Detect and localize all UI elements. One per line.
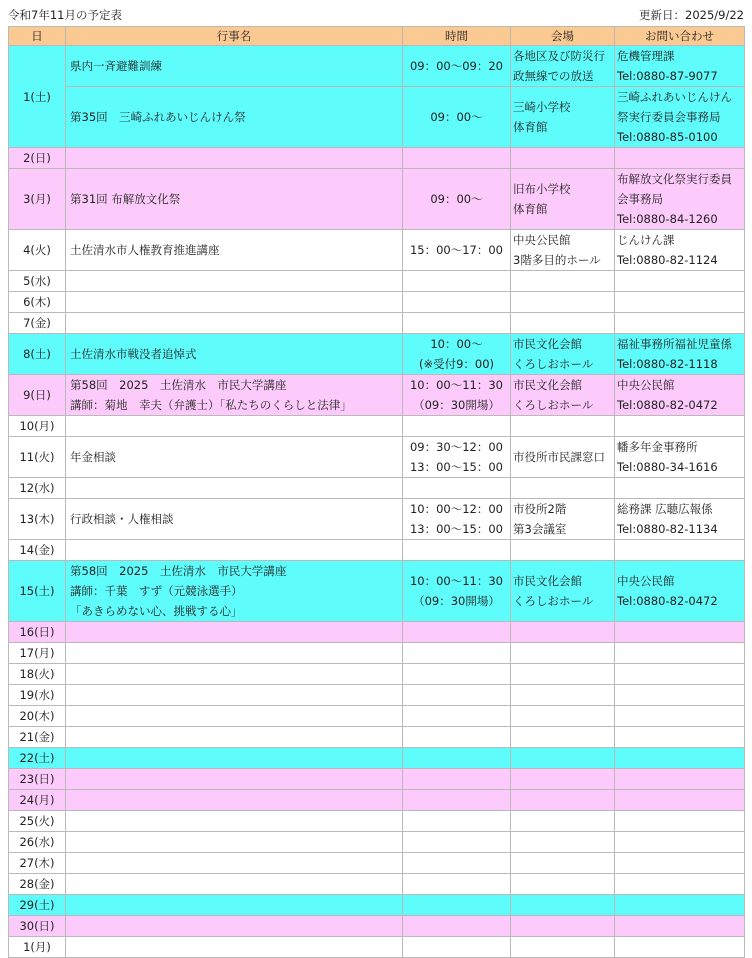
day-cell: 24(月) [9, 790, 66, 811]
day-cell: 30(日) [9, 916, 66, 937]
contact-cell [615, 811, 745, 832]
day-cell: 16(日) [9, 622, 66, 643]
event-name-cell [66, 334, 403, 375]
event-name-cell [66, 499, 403, 540]
contact-line: 三崎ふれあいじんけん [617, 90, 732, 104]
event-name-cell [66, 561, 403, 622]
day-cell: 29(土) [9, 895, 66, 916]
contact-line: 中央公民館 [617, 378, 675, 392]
contact-cell [615, 727, 745, 748]
event-name-cell [66, 292, 403, 313]
venue-cell [511, 874, 615, 895]
table-row [9, 832, 745, 853]
event-name-cell [66, 230, 403, 271]
venue-line: 第3会議室 [513, 522, 567, 536]
day-cell: 19(水) [9, 685, 66, 706]
table-row [9, 706, 745, 727]
column-header-day: 日 [9, 27, 66, 46]
time-line: 09：00～ [430, 192, 483, 206]
contact-cell [615, 685, 745, 706]
contact-cell [615, 169, 745, 230]
venue-cell [511, 706, 615, 727]
contact-cell [615, 540, 745, 561]
contact-cell [615, 499, 745, 540]
contact-cell [615, 271, 745, 292]
contact-cell [615, 292, 745, 313]
venue-cell [511, 811, 615, 832]
day-cell: 8(土) [9, 334, 66, 375]
table-row [9, 499, 745, 540]
table-row [9, 375, 745, 416]
time-cell [403, 643, 511, 664]
column-header-event: 行事名 [66, 27, 403, 46]
table-row [9, 622, 745, 643]
event-name-cell [66, 148, 403, 169]
table-header-row [9, 27, 745, 46]
venue-cell [511, 271, 615, 292]
venue-line: 3階多目的ホール [513, 253, 601, 267]
event-name-cell [66, 46, 403, 87]
event-name-cell [66, 937, 403, 958]
event-name-cell [66, 916, 403, 937]
table-row [9, 664, 745, 685]
event-name-cell [66, 540, 403, 561]
time-line: 10：00～11：30 [409, 378, 504, 392]
contact-cell [615, 643, 745, 664]
contact-cell [615, 46, 745, 87]
table-row [9, 46, 745, 87]
contact-line: 祭実行委員会事務局 [617, 110, 721, 124]
venue-cell [511, 937, 615, 958]
venue-cell [511, 334, 615, 375]
event-name-line: 第58回 2025 土佐清水 市民大学講座 [70, 378, 287, 392]
time-cell [403, 853, 511, 874]
contact-line: 総務課 広聴広報係 [617, 502, 713, 516]
venue-line: 各地区及び防災行 [513, 49, 605, 63]
event-name-line: 第58回 2025 土佐清水 市民大学講座 [70, 564, 287, 578]
event-name-cell [66, 895, 403, 916]
event-name-cell [66, 622, 403, 643]
venue-cell [511, 499, 615, 540]
venue-line: 市民文化会館 [513, 378, 582, 392]
time-line: 09：00～ [430, 110, 483, 124]
contact-cell [615, 313, 745, 334]
venue-line: 旧布小学校 [513, 182, 571, 196]
contact-cell [615, 895, 745, 916]
venue-cell [511, 46, 615, 87]
time-cell [403, 769, 511, 790]
venue-cell [511, 790, 615, 811]
day-cell: 25(火) [9, 811, 66, 832]
event-name-line: 行政相談・人権相談 [70, 512, 174, 526]
event-name-cell [66, 874, 403, 895]
time-line: 10：00～ [430, 337, 483, 351]
contact-line: Tel:0880-85-0100 [617, 130, 718, 144]
venue-cell [511, 916, 615, 937]
contact-line: 布解放文化祭実行委員 [617, 172, 732, 186]
table-row [9, 540, 745, 561]
day-cell: 22(土) [9, 748, 66, 769]
event-name-cell [66, 87, 403, 148]
venue-cell [511, 727, 615, 748]
event-name-cell [66, 811, 403, 832]
venue-cell [511, 622, 615, 643]
schedule-body [9, 46, 745, 958]
table-row [9, 811, 745, 832]
day-cell: 15(土) [9, 561, 66, 622]
venue-cell [511, 148, 615, 169]
event-name-line: 講師：菊地 幸夫（弁護士）「私たちのくらしと法律」 [70, 398, 352, 412]
venue-cell [511, 230, 615, 271]
day-cell: 21(金) [9, 727, 66, 748]
day-cell: 23(日) [9, 769, 66, 790]
day-cell: 6(木) [9, 292, 66, 313]
table-row [9, 87, 745, 148]
venue-cell [511, 87, 615, 148]
venue-line: 市民文化会館 [513, 574, 582, 588]
contact-cell [615, 937, 745, 958]
venue-line: 市役所2階 [513, 502, 567, 516]
table-row [9, 561, 745, 622]
event-name-line: 第31回 布解放文化祭 [70, 192, 181, 206]
contact-cell [615, 416, 745, 437]
day-cell: 2(日) [9, 148, 66, 169]
time-cell [403, 916, 511, 937]
day-cell: 20(木) [9, 706, 66, 727]
time-cell [403, 499, 511, 540]
event-name-cell [66, 748, 403, 769]
event-name-cell [66, 416, 403, 437]
venue-cell [511, 313, 615, 334]
day-cell: 5(水) [9, 271, 66, 292]
venue-line: くろしおホール [513, 398, 594, 412]
time-line: 09：30～12：00 [409, 440, 504, 454]
venue-cell [511, 769, 615, 790]
time-cell [403, 334, 511, 375]
venue-cell [511, 748, 615, 769]
event-name-cell [66, 832, 403, 853]
contact-line: Tel:0880-82-1118 [617, 357, 718, 371]
event-name-cell [66, 727, 403, 748]
table-row [9, 416, 745, 437]
contact-cell [615, 230, 745, 271]
venue-cell [511, 416, 615, 437]
day-cell: 13(木) [9, 499, 66, 540]
venue-line: 三崎小学校 [513, 100, 571, 114]
venue-line: 体育館 [513, 202, 548, 216]
venue-cell [511, 540, 615, 561]
table-row [9, 916, 745, 937]
column-header-venue: 会場 [511, 27, 615, 46]
time-cell [403, 478, 511, 499]
venue-cell [511, 685, 615, 706]
time-cell [403, 706, 511, 727]
contact-line: Tel:0880-82-0472 [617, 594, 718, 608]
venue-cell [511, 853, 615, 874]
column-header-time: 時間 [403, 27, 511, 46]
time-cell [403, 416, 511, 437]
contact-line: じんけん課 [617, 233, 675, 247]
table-row [9, 313, 745, 334]
time-cell [403, 895, 511, 916]
table-row [9, 685, 745, 706]
time-cell [403, 685, 511, 706]
venue-cell [511, 169, 615, 230]
venue-line: 市役所市民課窓口 [513, 450, 605, 464]
event-name-cell [66, 769, 403, 790]
venue-line: 中央公民館 [513, 233, 571, 247]
time-line: 15：00～17：00 [409, 243, 504, 257]
time-line: （09：30開場） [413, 594, 500, 608]
day-cell: 1(土) [9, 46, 66, 148]
table-row [9, 853, 745, 874]
day-cell: 12(水) [9, 478, 66, 499]
contact-cell [615, 706, 745, 727]
contact-cell [615, 664, 745, 685]
time-line: 09：00～09：20 [409, 59, 504, 73]
table-row [9, 148, 745, 169]
event-name-cell [66, 271, 403, 292]
event-name-line: 「あきらめない心、挑戦する心」 [70, 604, 243, 618]
contact-line: 福祉事務所福祉児童係 [617, 337, 732, 351]
day-cell: 3(月) [9, 169, 66, 230]
time-cell [403, 375, 511, 416]
page-title: 令和7年11月の予定表 [8, 8, 122, 22]
table-row [9, 790, 745, 811]
time-cell [403, 832, 511, 853]
contact-cell [615, 561, 745, 622]
table-row [9, 271, 745, 292]
time-cell [403, 874, 511, 895]
time-cell [403, 664, 511, 685]
day-cell: 4(火) [9, 230, 66, 271]
day-cell: 7(金) [9, 313, 66, 334]
contact-line: Tel:0880-84-1260 [617, 212, 718, 226]
event-name-cell [66, 685, 403, 706]
event-name-line: 年金相談 [70, 450, 116, 464]
event-name-line: 講師：千葉 すず（元競泳選手） [70, 584, 243, 598]
table-row [9, 169, 745, 230]
event-name-cell [66, 853, 403, 874]
column-header-contact: お問い合わせ [615, 27, 745, 46]
time-cell [403, 169, 511, 230]
contact-cell [615, 853, 745, 874]
day-cell: 11(火) [9, 437, 66, 478]
day-cell: 14(金) [9, 540, 66, 561]
venue-cell [511, 895, 615, 916]
time-cell [403, 271, 511, 292]
time-line: 10：00～11：30 [409, 574, 504, 588]
day-cell: 1(月) [9, 937, 66, 958]
contact-cell [615, 375, 745, 416]
venue-line: くろしおホール [513, 357, 594, 371]
contact-cell [615, 334, 745, 375]
table-row [9, 334, 745, 375]
time-cell [403, 790, 511, 811]
contact-line: Tel:0880-82-1124 [617, 253, 718, 267]
time-cell [403, 230, 511, 271]
day-cell: 28(金) [9, 874, 66, 895]
event-name-line: 第35回 三崎ふれあいじんけん祭 [70, 110, 246, 124]
table-row [9, 748, 745, 769]
page-header [8, 6, 744, 24]
time-line: 13：00～15：00 [409, 522, 504, 536]
table-row [9, 769, 745, 790]
table-row [9, 478, 745, 499]
time-cell [403, 727, 511, 748]
event-name-cell [66, 169, 403, 230]
contact-line: 危機管理課 [617, 49, 675, 63]
event-name-cell [66, 437, 403, 478]
contact-cell [615, 148, 745, 169]
venue-cell [511, 375, 615, 416]
venue-line: くろしおホール [513, 594, 594, 608]
contact-line: Tel:0880-34-1616 [617, 460, 718, 474]
venue-cell [511, 292, 615, 313]
table-row [9, 437, 745, 478]
day-cell: 17(月) [9, 643, 66, 664]
contact-cell [615, 748, 745, 769]
time-cell [403, 292, 511, 313]
day-cell: 9(日) [9, 375, 66, 416]
time-cell [403, 148, 511, 169]
event-name-cell [66, 375, 403, 416]
time-line: 10：00～12：00 [409, 502, 504, 516]
venue-line: 体育館 [513, 120, 548, 134]
time-cell [403, 561, 511, 622]
event-name-line: 県内一斉避難訓練 [70, 59, 162, 73]
venue-line: 市民文化会館 [513, 337, 582, 351]
contact-cell [615, 622, 745, 643]
table-row [9, 727, 745, 748]
contact-cell [615, 832, 745, 853]
contact-line: Tel:0880-82-1134 [617, 522, 718, 536]
day-cell: 26(水) [9, 832, 66, 853]
time-line: （09：30開場） [413, 398, 500, 412]
event-name-line: 土佐清水市人権教育推進講座 [70, 243, 220, 257]
contact-line: Tel:0880-87-9077 [617, 69, 718, 83]
table-row [9, 895, 745, 916]
venue-cell [511, 664, 615, 685]
day-cell: 27(木) [9, 853, 66, 874]
event-name-cell [66, 706, 403, 727]
day-cell: 18(火) [9, 664, 66, 685]
time-cell [403, 937, 511, 958]
contact-cell [615, 437, 745, 478]
venue-cell [511, 643, 615, 664]
time-cell [403, 540, 511, 561]
contact-cell [615, 790, 745, 811]
venue-cell [511, 561, 615, 622]
time-cell [403, 313, 511, 334]
contact-line: 会事務局 [617, 192, 663, 206]
contact-cell [615, 874, 745, 895]
contact-cell [615, 87, 745, 148]
contact-cell [615, 478, 745, 499]
venue-line: 政無線での放送 [513, 69, 594, 83]
time-line: (※受付9：00) [418, 357, 495, 371]
time-cell [403, 46, 511, 87]
contact-line: Tel:0880-82-0472 [617, 398, 718, 412]
contact-cell [615, 769, 745, 790]
venue-cell [511, 478, 615, 499]
table-row [9, 643, 745, 664]
event-name-cell [66, 313, 403, 334]
venue-cell [511, 832, 615, 853]
venue-cell [511, 437, 615, 478]
table-row [9, 937, 745, 958]
time-cell [403, 622, 511, 643]
contact-cell [615, 916, 745, 937]
event-name-cell [66, 478, 403, 499]
time-cell [403, 437, 511, 478]
time-cell [403, 811, 511, 832]
schedule-table [8, 26, 745, 958]
event-name-cell [66, 643, 403, 664]
contact-line: 中央公民館 [617, 574, 675, 588]
table-row [9, 292, 745, 313]
table-row [9, 874, 745, 895]
day-cell: 10(月) [9, 416, 66, 437]
table-row [9, 230, 745, 271]
event-name-cell [66, 790, 403, 811]
event-name-cell [66, 664, 403, 685]
time-line: 13：00～15：00 [409, 460, 504, 474]
event-name-line: 土佐清水市戦没者追悼式 [70, 347, 197, 361]
time-cell [403, 748, 511, 769]
updated-date: 更新日：2025/9/22 [639, 8, 744, 22]
time-cell [403, 87, 511, 148]
contact-line: 幡多年金事務所 [617, 440, 698, 454]
